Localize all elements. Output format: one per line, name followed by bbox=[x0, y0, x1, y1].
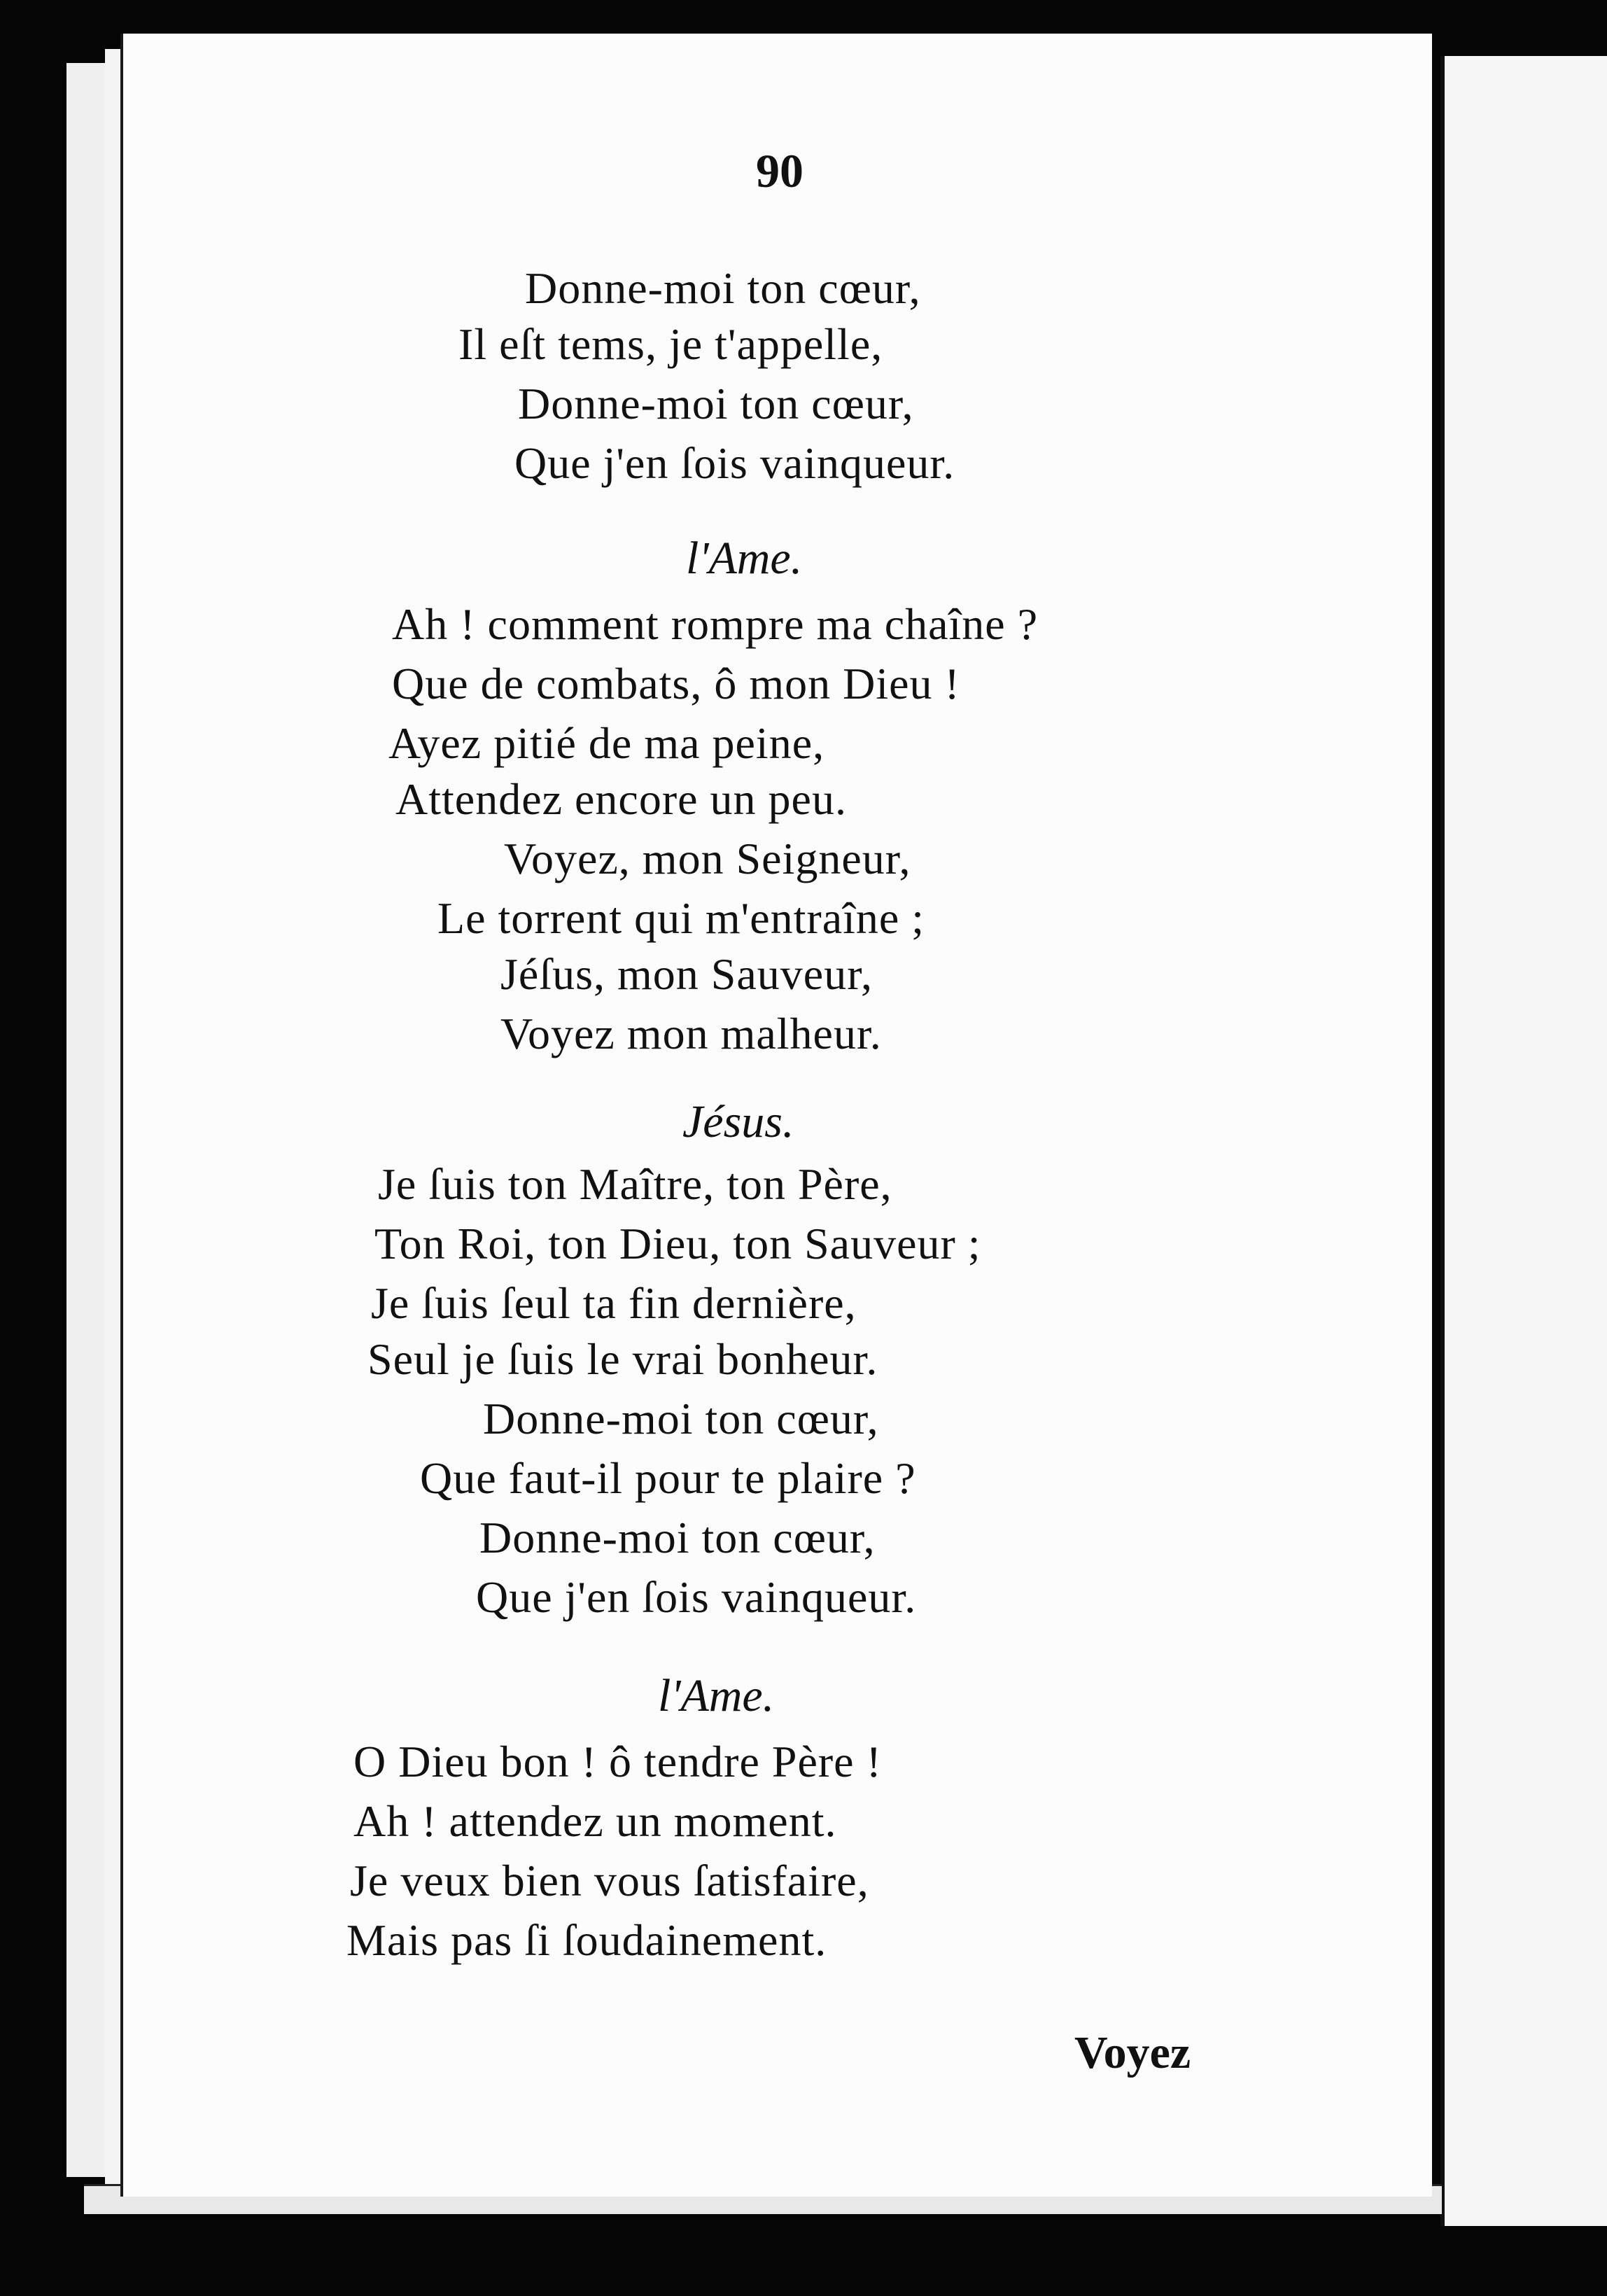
verse-line: Mais pas ſi ſoudainement. bbox=[346, 1915, 827, 1965]
verse-line: Ah ! attendez un moment. bbox=[353, 1796, 837, 1846]
verse-line: Ton Roi, ton Dieu, ton Sauveur ; bbox=[374, 1219, 981, 1268]
verse-line: Donne-moi ton cœur, bbox=[483, 1394, 879, 1443]
verse-line: Jéſus, mon Sauveur, bbox=[500, 949, 873, 999]
verse-line: Donne-moi ton cœur, bbox=[518, 379, 914, 428]
verse-line: Que faut-il pour te plaire ? bbox=[420, 1453, 916, 1503]
verse-line: Je ſuis ſeul ta fin dernière, bbox=[371, 1278, 857, 1328]
verse-line: Que j'en ſois vainqueur. bbox=[476, 1572, 917, 1622]
page-number: 90 bbox=[756, 144, 804, 197]
verse-line: Voyez, mon Seigneur, bbox=[504, 834, 911, 883]
verse-line: Je veux bien vous ſatisfaire, bbox=[350, 1856, 869, 1905]
verse-line: Il eſt tems, je t'appelle, bbox=[458, 319, 883, 369]
verse-line: Le torrent qui m'entraîne ; bbox=[437, 893, 925, 943]
verse-line: Je ſuis ton Maître, ton Père, bbox=[378, 1159, 892, 1209]
verse-line: Que j'en ſois vainqueur. bbox=[514, 438, 955, 488]
verse-line: O Dieu bon ! ô tendre Père ! bbox=[353, 1737, 882, 1786]
verse-line: Que de combats, ô mon Dieu ! bbox=[392, 659, 960, 708]
verse-line: Voyez mon malheur. bbox=[500, 1009, 882, 1058]
speaker-label: Jésus. bbox=[682, 1096, 794, 1147]
speaker-label: l'Ame. bbox=[658, 1670, 775, 1721]
verse-line: Ayez pitié de ma peine, bbox=[388, 718, 825, 768]
verse-line: Ah ! comment rompre ma chaîne ? bbox=[392, 599, 1039, 649]
verse-line: Donne-moi ton cœur, bbox=[479, 1513, 876, 1562]
verse-line: Attendez encore un peu. bbox=[395, 774, 847, 824]
verse-line: Donne-moi ton cœur, bbox=[525, 263, 921, 313]
speaker-label: l'Ame. bbox=[686, 533, 803, 584]
verse-line: Seul je ſuis le vrai bonheur. bbox=[367, 1334, 878, 1384]
next-page-strip bbox=[1440, 56, 1607, 2226]
catchword: Voyez bbox=[1074, 2027, 1191, 2078]
